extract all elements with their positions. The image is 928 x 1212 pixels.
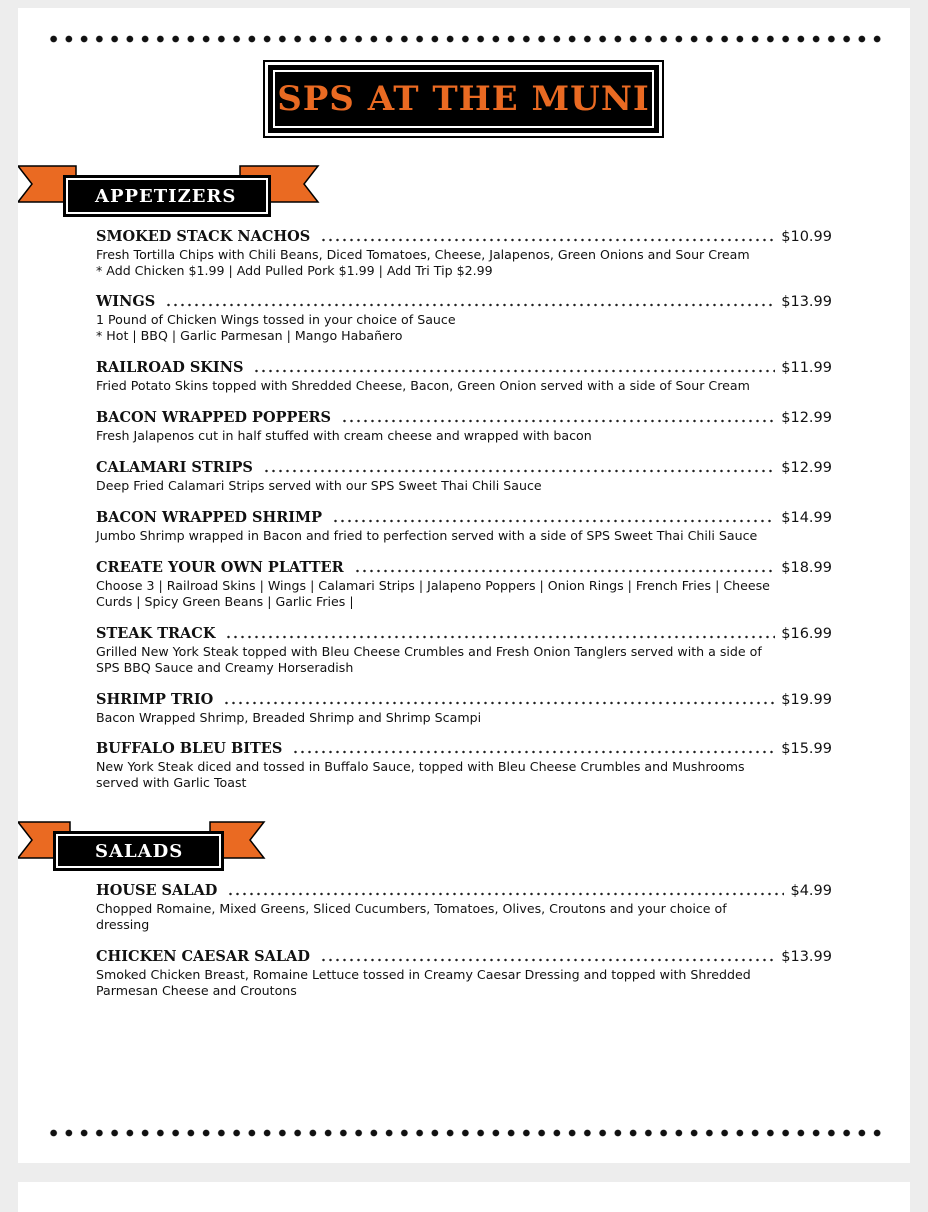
- dot-leader: [320, 958, 775, 962]
- menu-item-row: [96, 293, 832, 310]
- menu-item-description: Parmesan Cheese and Croutons: [96, 983, 297, 998]
- menu-item-price: $12.99: [781, 460, 832, 476]
- top-dot-border: [46, 34, 886, 44]
- menu-item: [96, 409, 832, 444]
- dot-leader: [341, 419, 775, 423]
- menu-item-row: [96, 948, 832, 965]
- next-page-edge: [18, 1182, 910, 1212]
- menu-item-name: BACON WRAPPED POPPERS: [96, 409, 331, 426]
- bottom-dot-border: [46, 1128, 886, 1138]
- menu-item: [96, 882, 832, 933]
- menu-item-price: $14.99: [781, 510, 832, 526]
- menu-item-name: WINGS: [96, 293, 156, 310]
- menu-item-description: * Hot | BBQ | Garlic Parmesan | Mango Habañero: [96, 328, 403, 343]
- menu-item-name: CHICKEN CAESAR SALAD: [96, 948, 310, 965]
- menu-page: [18, 8, 910, 1163]
- menu-item-price: $12.99: [781, 410, 832, 426]
- menu-item-name: SMOKED STACK NACHOS: [96, 228, 311, 245]
- menu-item-row: [96, 625, 832, 642]
- menu-item-row: [96, 459, 832, 476]
- dot-leader: [165, 303, 775, 307]
- menu-item-description: * Add Chicken $1.99 | Add Pulled Pork $1.99 | Add Tri Tip $2.99: [96, 263, 493, 278]
- menu-item-price: $16.99: [781, 626, 832, 642]
- menu-item-description: served with Garlic Toast: [96, 775, 247, 790]
- menu-title-box: [268, 65, 659, 133]
- menu-item-row: [96, 228, 832, 245]
- menu-item-name: SHRIMP TRIO: [96, 691, 214, 708]
- menu-item-price: $15.99: [781, 741, 832, 757]
- menu-item-description: Curds | Spicy Green Beans | Garlic Fries |: [96, 594, 354, 609]
- menu-item-description: Grilled New York Steak topped with Bleu Cheese Crumbles and Fresh Onion Tanglers served with a side of: [96, 644, 762, 659]
- menu-item-name: CREATE YOUR OWN PLATTER: [96, 559, 344, 576]
- menu-item-description: New York Steak diced and tossed in Buffalo Sauce, topped with Bleu Cheese Crumbles and Mushrooms: [96, 759, 745, 774]
- menu-item-name: CALAMARI STRIPS: [96, 459, 253, 476]
- menu-item-description: Chopped Romaine, Mixed Greens, Sliced Cucumbers, Tomatoes, Olives, Croutons and your choice of: [96, 901, 727, 916]
- menu-item-name: HOUSE SALAD: [96, 882, 218, 899]
- dot-leader: [263, 469, 775, 473]
- menu-item-row: [96, 691, 832, 708]
- menu-item: [96, 559, 832, 610]
- menu-item: [96, 948, 832, 999]
- menu-item-description: Fresh Jalapenos cut in half stuffed with cream cheese and wrapped with bacon: [96, 428, 592, 443]
- menu-item-description: Fresh Tortilla Chips with Chili Beans, Diced Tomatoes, Cheese, Jalapenos, Green Onions and Sour Cream: [96, 247, 750, 262]
- dot-leader: [354, 569, 776, 573]
- menu-item: [96, 459, 832, 494]
- salads-heading: SALADS: [53, 831, 224, 871]
- menu-item-price: $11.99: [781, 360, 832, 376]
- dot-leader: [225, 635, 775, 639]
- menu-item: [96, 740, 832, 791]
- menu-item-description: SPS BBQ Sauce and Creamy Horseradish: [96, 660, 354, 675]
- menu-title: SPS AT THE MUNI: [277, 79, 650, 119]
- dot-leader: [223, 701, 775, 705]
- menu-item-price: $19.99: [781, 692, 832, 708]
- dot-leader: [227, 892, 784, 896]
- menu-item-row: [96, 882, 832, 899]
- dot-leader: [253, 369, 775, 373]
- menu-item-row: [96, 740, 832, 757]
- menu-item-name: BACON WRAPPED SHRIMP: [96, 509, 323, 526]
- menu-item-description: Choose 3 | Railroad Skins | Wings | Calamari Strips | Jalapeno Poppers | Onion Rings | French Fries | Cheese: [96, 578, 770, 593]
- menu-item: [96, 359, 832, 394]
- menu-item-name: STEAK TRACK: [96, 625, 216, 642]
- menu-item-price: $4.99: [790, 883, 832, 899]
- menu-item-price: $13.99: [781, 949, 832, 965]
- menu-item-description: Deep Fried Calamari Strips served with our SPS Sweet Thai Chili Sauce: [96, 478, 542, 493]
- menu-item-row: [96, 409, 832, 426]
- menu-item: [96, 691, 832, 726]
- menu-item: [96, 293, 832, 344]
- menu-item-name: RAILROAD SKINS: [96, 359, 244, 376]
- menu-item-description: 1 Pound of Chicken Wings tossed in your choice of Sauce: [96, 312, 456, 327]
- menu-item-price: $13.99: [781, 294, 832, 310]
- appetizers-heading: APPETIZERS: [63, 175, 271, 217]
- menu-item-row: [96, 359, 832, 376]
- menu-item-description: dressing: [96, 917, 150, 932]
- menu-item: [96, 228, 832, 279]
- menu-item-price: $10.99: [781, 229, 832, 245]
- menu-item-description: Bacon Wrapped Shrimp, Breaded Shrimp and Shrimp Scampi: [96, 710, 482, 725]
- menu-item-row: [96, 559, 832, 576]
- menu-item-row: [96, 509, 832, 526]
- menu-item-description: Smoked Chicken Breast, Romaine Lettuce tossed in Creamy Caesar Dressing and topped with Shredded: [96, 967, 751, 982]
- dot-leader: [292, 750, 775, 754]
- menu-item: [96, 625, 832, 676]
- menu-item-description: Jumbo Shrimp wrapped in Bacon and fried to perfection served with a side of SPS Sweet Thai Chili Sauce: [96, 528, 758, 543]
- menu-item-price: $18.99: [781, 560, 832, 576]
- dot-leader: [320, 238, 775, 242]
- menu-item-name: BUFFALO BLEU BITES: [96, 740, 283, 757]
- menu-item-description: Fried Potato Skins topped with Shredded Cheese, Bacon, Green Onion served with a side of Sour Cream: [96, 378, 750, 393]
- dot-leader: [332, 519, 775, 523]
- menu-item: [96, 509, 832, 544]
